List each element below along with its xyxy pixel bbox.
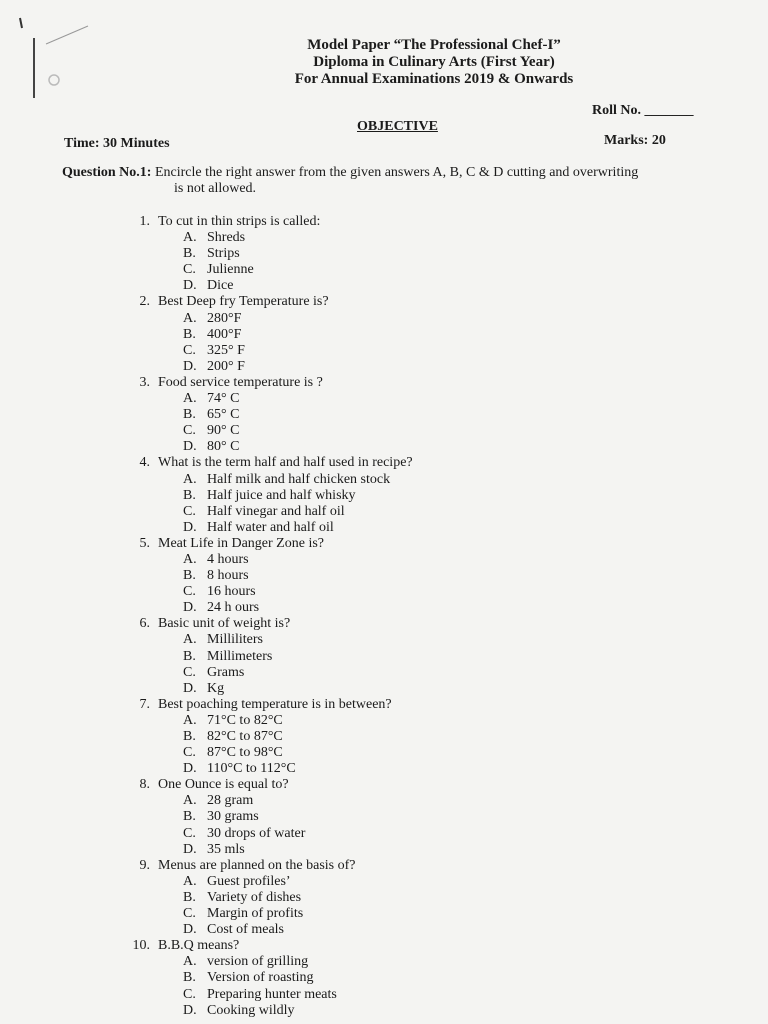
question-number: 10. — [132, 938, 150, 954]
question-text: Best poaching temperature is in between? — [158, 696, 392, 712]
option-text: 280°F — [207, 310, 242, 326]
answer-option[interactable] — [0, 906, 768, 922]
option-text: Strips — [207, 246, 240, 262]
option-letter: D. — [183, 519, 197, 535]
question-text: Best Deep fry Temperature is? — [158, 294, 329, 310]
option-text: Milliliters — [207, 632, 263, 648]
question-number: 8. — [139, 777, 150, 793]
question-item — [0, 938, 768, 954]
option-text: Half milk and half chicken stock — [207, 471, 391, 487]
question-item — [0, 858, 768, 874]
question-item — [0, 536, 768, 552]
option-text: 110°C to 112°C — [207, 761, 296, 777]
answer-option[interactable] — [0, 954, 768, 970]
answer-option[interactable] — [0, 874, 768, 890]
answer-option[interactable] — [0, 842, 768, 858]
question-text: Meat Life in Danger Zone is? — [158, 535, 324, 551]
question-item — [0, 294, 768, 310]
option-letter: B. — [183, 729, 196, 744]
question-item — [0, 616, 768, 632]
answer-option[interactable] — [0, 262, 768, 278]
option-text: Margin of profits — [207, 906, 304, 922]
option-letter: A. — [183, 551, 197, 567]
question-number: 2. — [139, 294, 150, 310]
option-text: 87°C to 98°C — [207, 745, 283, 761]
answer-option[interactable] — [0, 311, 768, 327]
option-letter: A. — [183, 954, 197, 970]
instruction-label: Question No.1: — [62, 165, 152, 180]
answer-option[interactable] — [0, 520, 768, 536]
option-letter: C. — [183, 262, 196, 278]
total-marks: Marks: 20 — [604, 133, 666, 148]
option-text: 30 drops of water — [207, 825, 306, 841]
option-text: Julienne — [207, 262, 254, 278]
option-letter: B. — [183, 487, 196, 503]
answer-option[interactable] — [0, 343, 768, 359]
option-text: 8 hours — [207, 568, 249, 584]
option-letter: B. — [183, 648, 196, 664]
question-text: Basic unit of weight is? — [158, 616, 291, 632]
option-text: Millimeters — [207, 648, 273, 664]
option-letter: B. — [183, 246, 196, 262]
option-letter: C. — [183, 342, 196, 358]
question-number: 4. — [139, 455, 150, 471]
instruction-continuation: is not allowed. — [174, 181, 257, 196]
option-letter: A. — [183, 712, 197, 728]
option-text: 71°C to 82°C — [207, 712, 283, 728]
answer-option[interactable] — [0, 632, 768, 648]
option-text: 325° F — [207, 342, 245, 358]
option-letter: D. — [183, 841, 197, 857]
answer-option[interactable] — [0, 488, 768, 504]
option-text: 30 grams — [207, 809, 259, 825]
answer-option[interactable] — [0, 987, 768, 1003]
option-letter: D. — [183, 439, 197, 455]
answer-option[interactable] — [0, 970, 768, 986]
option-letter: B. — [183, 407, 196, 423]
answer-option[interactable] — [0, 745, 768, 761]
answer-option[interactable] — [0, 584, 768, 600]
answer-option[interactable] — [0, 423, 768, 439]
option-letter: D. — [183, 278, 197, 294]
option-text: Grams — [207, 664, 245, 680]
answer-option[interactable] — [0, 439, 768, 455]
question-number: 3. — [139, 374, 150, 390]
option-text: 80° C — [207, 439, 240, 455]
option-letter: A. — [183, 471, 197, 487]
question-item — [0, 697, 768, 713]
option-text: Version of roasting — [207, 970, 314, 986]
answer-option[interactable] — [0, 922, 768, 938]
time-allowed: Time: 30 Minutes — [64, 136, 170, 151]
paper-subtitle: Diploma in Culinary Arts (First Year) — [313, 54, 555, 70]
option-text: Variety of dishes — [207, 889, 302, 905]
question-number: 5. — [139, 535, 150, 551]
option-text: 200° F — [207, 358, 245, 374]
option-letter: D. — [183, 680, 197, 696]
option-letter: C. — [183, 986, 196, 1002]
answer-option[interactable] — [0, 729, 768, 745]
question-item — [0, 777, 768, 793]
option-text: Shreds — [207, 230, 246, 246]
answer-option[interactable] — [0, 600, 768, 616]
question-number: 6. — [139, 616, 150, 632]
question-text: What is the term half and half used in recipe? — [158, 455, 413, 471]
option-text: Half vinegar and half oil — [207, 503, 345, 519]
option-text: 24 h ours — [207, 600, 260, 616]
question-item — [0, 455, 768, 471]
option-text: 16 hours — [207, 584, 256, 600]
option-letter: B. — [183, 970, 196, 986]
option-letter: A. — [183, 793, 197, 809]
answer-option[interactable] — [0, 278, 768, 294]
option-letter: D. — [183, 761, 197, 777]
option-letter: A. — [183, 873, 197, 889]
option-letter: D. — [183, 922, 197, 938]
instruction-text: Encircle the right answer from the given answers A, B, C & D cutting and overwriting — [154, 165, 639, 180]
option-letter: A. — [183, 230, 197, 246]
question-number: 7. — [139, 696, 150, 712]
option-text: 35 mls — [207, 841, 245, 857]
answer-option[interactable] — [0, 665, 768, 681]
answer-option[interactable] — [0, 246, 768, 262]
paper-exam-line: For Annual Examinations 2019 & Onwards — [294, 71, 574, 87]
option-text: 82°C to 87°C — [207, 729, 283, 744]
question-text: Menus are planned on the basis of? — [158, 857, 356, 873]
option-letter: D. — [183, 600, 197, 616]
option-letter: C. — [183, 664, 196, 680]
option-letter: B. — [183, 326, 196, 342]
answer-option[interactable] — [0, 761, 768, 777]
option-letter: C. — [183, 503, 196, 519]
option-text: Cost of meals — [207, 922, 284, 938]
option-text: 65° C — [207, 407, 240, 423]
option-letter: C. — [183, 584, 196, 600]
option-letter: D. — [183, 1002, 197, 1018]
question-number: 9. — [139, 857, 150, 873]
answer-option[interactable] — [0, 504, 768, 520]
question-text: B.B.Q means? — [158, 938, 240, 954]
option-text: 74° C — [207, 391, 240, 407]
option-letter: A. — [183, 632, 197, 648]
answer-option[interactable] — [0, 568, 768, 584]
option-text: Kg — [207, 680, 225, 696]
answer-option[interactable] — [0, 826, 768, 842]
paper-title: Model Paper “The Professional Chef-I” — [307, 37, 561, 53]
paper-header — [0, 37, 768, 88]
instruction-block — [62, 165, 752, 197]
option-text: Cooking wildly — [207, 1002, 295, 1018]
answer-option[interactable] — [0, 713, 768, 729]
option-text: 4 hours — [207, 551, 249, 567]
answer-option[interactable] — [0, 890, 768, 906]
section-title: OBJECTIVE — [357, 119, 438, 134]
question-item — [0, 375, 768, 391]
answer-option[interactable] — [0, 793, 768, 809]
answer-option[interactable] — [0, 809, 768, 825]
question-number: 1. — [139, 214, 150, 229]
option-letter: A. — [183, 310, 197, 326]
option-text: 28 gram — [207, 793, 254, 809]
option-letter: B. — [183, 889, 196, 905]
answer-option[interactable] — [0, 1003, 768, 1019]
option-letter: C. — [183, 423, 196, 439]
answer-option[interactable] — [0, 230, 768, 246]
question-item — [0, 214, 768, 230]
question-text: One Ounce is equal to? — [158, 777, 289, 793]
option-letter: C. — [183, 906, 196, 922]
option-letter: D. — [183, 358, 197, 374]
question-list — [0, 214, 768, 1019]
option-text: Preparing hunter meats — [207, 986, 337, 1002]
option-letter: C. — [183, 745, 196, 761]
answer-option[interactable] — [0, 359, 768, 375]
option-letter: C. — [183, 825, 196, 841]
option-text: Dice — [207, 278, 234, 294]
option-text: 90° C — [207, 423, 240, 439]
answer-option[interactable] — [0, 407, 768, 423]
option-text: version of grilling — [207, 954, 309, 970]
answer-option[interactable] — [0, 552, 768, 568]
option-letter: B. — [183, 568, 196, 584]
option-letter: A. — [183, 391, 197, 407]
answer-option[interactable] — [0, 391, 768, 407]
roll-number-field: Roll No. _______ — [592, 103, 694, 118]
option-text: 400°F — [207, 326, 242, 342]
question-text: Food service temperature is ? — [158, 374, 323, 390]
option-letter: B. — [183, 809, 196, 825]
option-text: Half water and half oil — [207, 519, 334, 535]
option-text: Half juice and half whisky — [207, 487, 356, 503]
answer-option[interactable] — [0, 649, 768, 665]
question-text: To cut in thin strips is called: — [158, 214, 321, 229]
answer-option[interactable] — [0, 681, 768, 697]
answer-option[interactable] — [0, 327, 768, 343]
option-text: Guest profiles’ — [207, 873, 291, 889]
answer-option[interactable] — [0, 472, 768, 488]
